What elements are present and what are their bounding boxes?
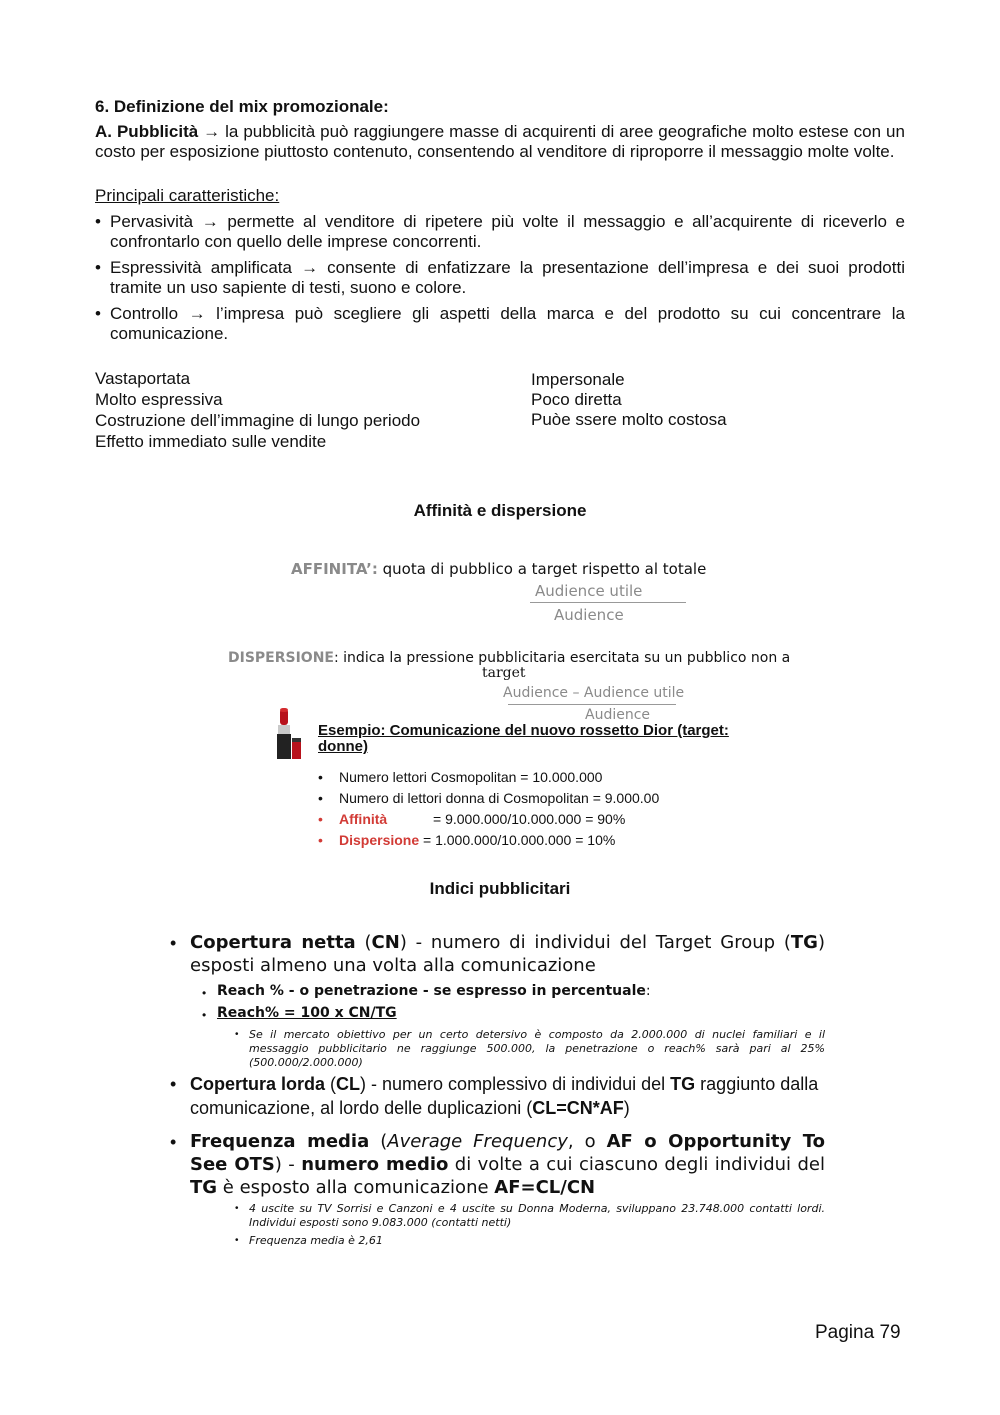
frequenza-media: Frequenza media (Average Frequency, o AF o Opportunity To See OTS) - numero medio di volte a cui ciascuno degli individui del TG è esposto alla comunicazione AF=CL/CN xyxy=(190,1131,825,1198)
pubblicita-paragraph xyxy=(95,122,905,162)
frequency-note-1: 4 uscite su TV Sorrisi e Canzoni e 4 uscite su Donna Moderna, sviluppano 23.748.000 contatti lordi. Individui esposti sono 9.083.000 (contatti netti) xyxy=(249,1202,825,1229)
bullet-icon: • xyxy=(95,212,101,231)
bullet-espressivita xyxy=(95,258,905,298)
affinity-label: Affinità xyxy=(339,811,388,827)
dispersion-numerator: Audience – Audience utile xyxy=(503,685,685,701)
affinity-title: Affinità e dispersione xyxy=(413,501,587,520)
pros-item: Costruzione dell’immagine di lungo periodo xyxy=(95,411,421,430)
bullet-icon: • xyxy=(170,933,177,953)
cons-item: Puòe ssere molto costosa xyxy=(531,410,727,429)
pros-list xyxy=(95,368,420,452)
affinity-label: AFFINITA’: xyxy=(291,560,378,578)
cons-list xyxy=(531,370,727,430)
bullet-icon: • xyxy=(318,832,323,848)
dispersion-denominator: Audience xyxy=(585,707,651,723)
bullet-icon: • xyxy=(235,1235,239,1246)
bullet-label: Controllo xyxy=(110,304,179,323)
copertura-lorda: Copertura lorda (CL) - numero complessivo di individui del TG raggiunto dalla comunicazione, al lordo delle duplicazioni (CL=CN*AF) xyxy=(190,1074,819,1118)
example-list xyxy=(318,767,659,851)
dispersion-label: Dispersione xyxy=(339,832,420,848)
example-title: Esempio: Comunicazione del nuovo rossetto Dior (target: donne) xyxy=(318,722,729,755)
cons-item: Impersonale xyxy=(531,370,625,389)
bullet-icon: • xyxy=(318,811,323,827)
reach-definition: Reach % - o penetrazione - se espresso in percentuale: xyxy=(217,983,651,999)
bullet-text: consente di enfatizzare la presentazione dell’impresa e dei suoi prodotti tramite un uso sapiente di testi, suono e colore. xyxy=(110,258,905,297)
example-item: • Dispersione = 1.000.000/10.000.000 = 10% xyxy=(318,830,659,851)
bullet-pervasivita xyxy=(95,212,905,252)
reach-note: Se il mercato obiettivo per un certo detersivo è composto da 2.000.000 di nuclei familiari e il messaggio pubblicitario ne raggiunge 500.000, la penetrazione o reach% sarà pari al 25% (500.000/2.000.000) xyxy=(249,1028,825,1069)
bullet-icon: • xyxy=(318,790,323,806)
fraction-line xyxy=(530,602,686,603)
bullet-icon: • xyxy=(235,1029,239,1040)
arrow-icon: → xyxy=(201,212,219,231)
example-item: • Numero lettori Cosmopolitan = 10.000.000 xyxy=(318,767,659,788)
reach-formula: Reach% = 100 x CN/TG xyxy=(217,1005,397,1021)
frequency-note-2: Frequenza media è 2,61 xyxy=(249,1234,383,1247)
arrow-icon: → xyxy=(188,304,206,323)
fraction-line xyxy=(508,704,676,705)
pros-item: Effetto immediato sulle vendite xyxy=(95,432,327,451)
pubblicita-text: la pubblicità può raggiungere masse di acquirenti di aree geografiche molto estese con un costo per esposizione piuttosto contenuto, consentendo al venditore di riproporre il messaggio molte volte. xyxy=(95,122,905,161)
arrow-icon: → xyxy=(301,258,319,277)
affinity-text: quota di pubblico a target rispetto al totale xyxy=(382,560,707,578)
affinity-numerator: Audience utile xyxy=(535,582,643,600)
affinity-definition xyxy=(291,560,706,578)
bullet-icon: • xyxy=(235,1203,239,1214)
bullet-label: Espressività amplificata xyxy=(110,258,292,277)
bullet-controllo xyxy=(95,304,905,344)
arrow-icon: → xyxy=(203,122,221,141)
dispersion-label: DISPERSIONE xyxy=(228,650,334,666)
bullet-icon: • xyxy=(170,1132,177,1152)
affinity-denominator: Audience xyxy=(554,606,624,624)
dispersion-text: : indica la pressione pubblicitaria esercitata su un pubblico non a xyxy=(334,650,791,666)
bullet-icon: • xyxy=(170,1074,177,1094)
example-item: • Affinità = 9.000.000/10.000.000 = 90% xyxy=(318,809,659,830)
lipstick-icon xyxy=(272,705,304,766)
bullet-text: l’impresa può scegliere gli aspetti della marca e del prodotto su cui concentrare la comunicazione. xyxy=(110,304,905,343)
indici-title: Indici pubblicitari xyxy=(429,879,571,898)
bullet-text: permette al venditore di ripetere più volte il messaggio e all’acquirente di riceverlo e confrontarlo con quello delle imprese concorrenti. xyxy=(110,212,905,251)
pros-item: Vastaportata xyxy=(95,369,191,388)
dispersion-definition xyxy=(228,651,790,666)
page-number: Pagina 79 xyxy=(815,1322,901,1343)
bullet-icon: • xyxy=(318,769,323,785)
dispersion-text-2: target xyxy=(482,665,526,681)
section-heading: 6. Definizione del mix promozionale: xyxy=(95,97,389,116)
copertura-netta: Copertura netta (CN) - numero di individui del Target Group (TG) esposti almeno una volta alla comunicazione xyxy=(190,932,825,976)
bullet-icon: • xyxy=(202,1008,207,1022)
bullet-label: Pervasività xyxy=(110,212,194,231)
bullet-icon: • xyxy=(95,258,101,277)
example-item: • Numero di lettori donna di Cosmopolitan = 9.000.00 xyxy=(318,788,659,809)
characteristics-title: Principali caratteristiche: xyxy=(95,186,280,205)
pros-item: Molto espressiva xyxy=(95,390,223,409)
bullet-icon: • xyxy=(95,304,101,323)
cons-item: Poco diretta xyxy=(531,390,622,409)
pubblicita-label: A. Pubblicità xyxy=(95,122,199,141)
bullet-icon: • xyxy=(202,986,207,1000)
